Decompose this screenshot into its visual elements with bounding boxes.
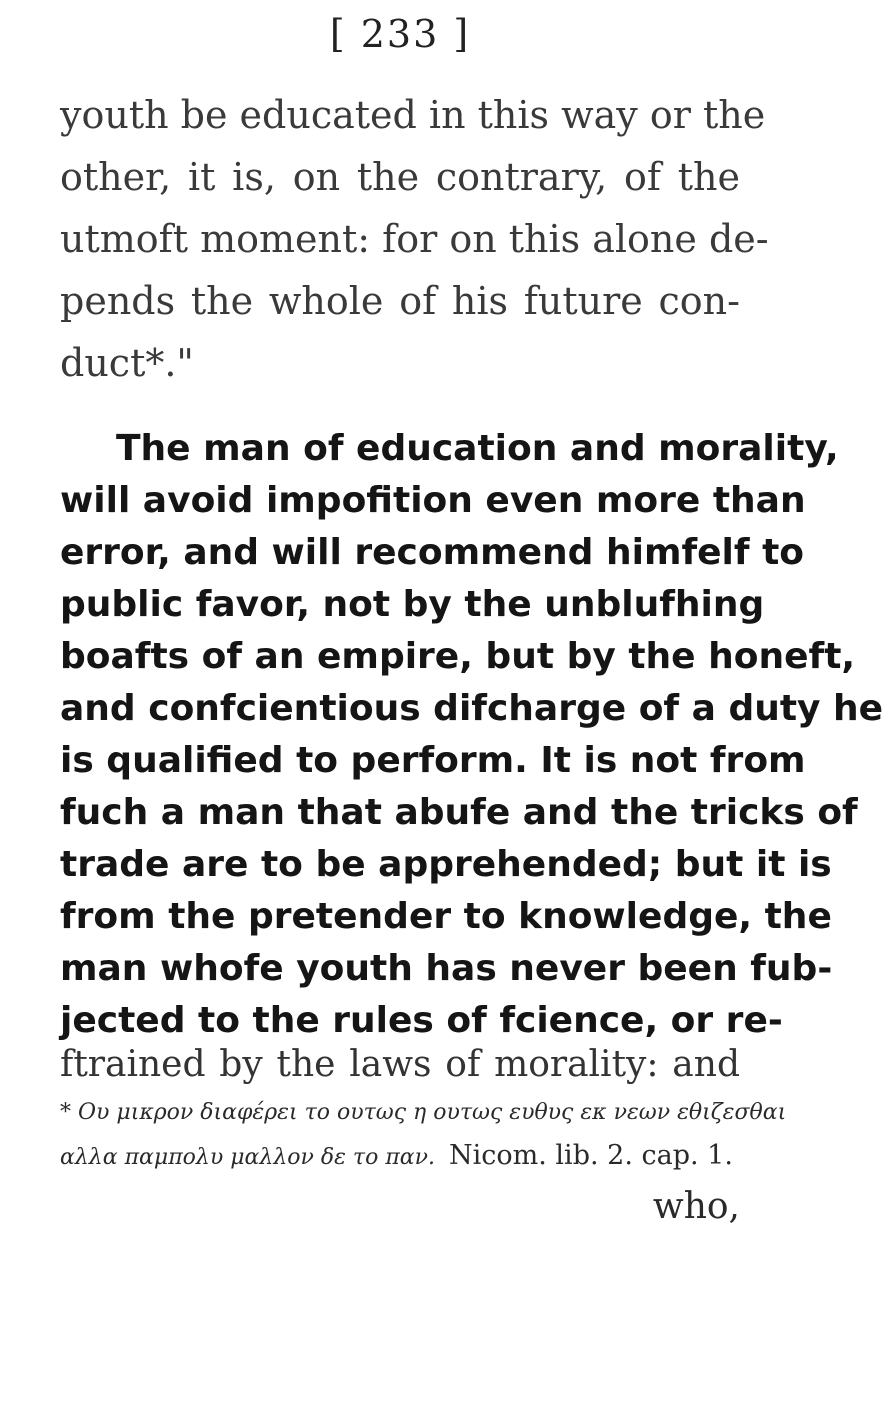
footnote-line: [60, 1140, 740, 1171]
text-line: error, and will recommend himfelf to: [60, 532, 805, 573]
text-line: fuch a man that abufe and the tricks of: [60, 792, 858, 833]
text-line: is qualified to perform. It is not from: [60, 740, 806, 781]
footnote-citation: Nicom. lib. 2. cap. 1.: [449, 1140, 733, 1171]
text-line: and confcientious difcharge of a duty he: [60, 688, 883, 729]
text-line: duct*.": [60, 341, 194, 385]
text-line: other, it is, on the contrary, of the: [60, 155, 740, 199]
text-line: from the pretender to knowledge, the: [60, 896, 832, 937]
text-line: ftrained by the laws of morality: and: [60, 1044, 740, 1085]
text-line: trade are to be apprehended; but it is: [60, 844, 832, 885]
catchword: who,: [652, 1186, 740, 1227]
text-line: will avoid impofition even more than: [60, 480, 806, 521]
text-line: youth be educated in this way or the: [60, 93, 766, 137]
text-line: public favor, not by the unblufhing: [60, 584, 765, 625]
footnote-line: * Ου μικρον διαφέρει το ουτως η ουτως ευθυς εκ νεων εθιζεσθαι: [60, 1100, 787, 1125]
text-line: boafts of an empire, but by the honeft,: [60, 636, 856, 677]
text-line: utmoft moment: for on this alone de-: [60, 217, 769, 261]
text-line: pends the whole of his future con-: [60, 279, 740, 323]
text-line: man whofe youth has never been fub-: [60, 948, 833, 989]
text-line-indented: The man of education and morality,: [116, 428, 839, 469]
footnote-greek: αλλα παμπολυ μαλλον δε το παν.: [60, 1145, 436, 1170]
text-line: jected to the rules of fcience, or re-: [60, 1000, 783, 1041]
page-number: [ 233 ]: [329, 12, 471, 56]
